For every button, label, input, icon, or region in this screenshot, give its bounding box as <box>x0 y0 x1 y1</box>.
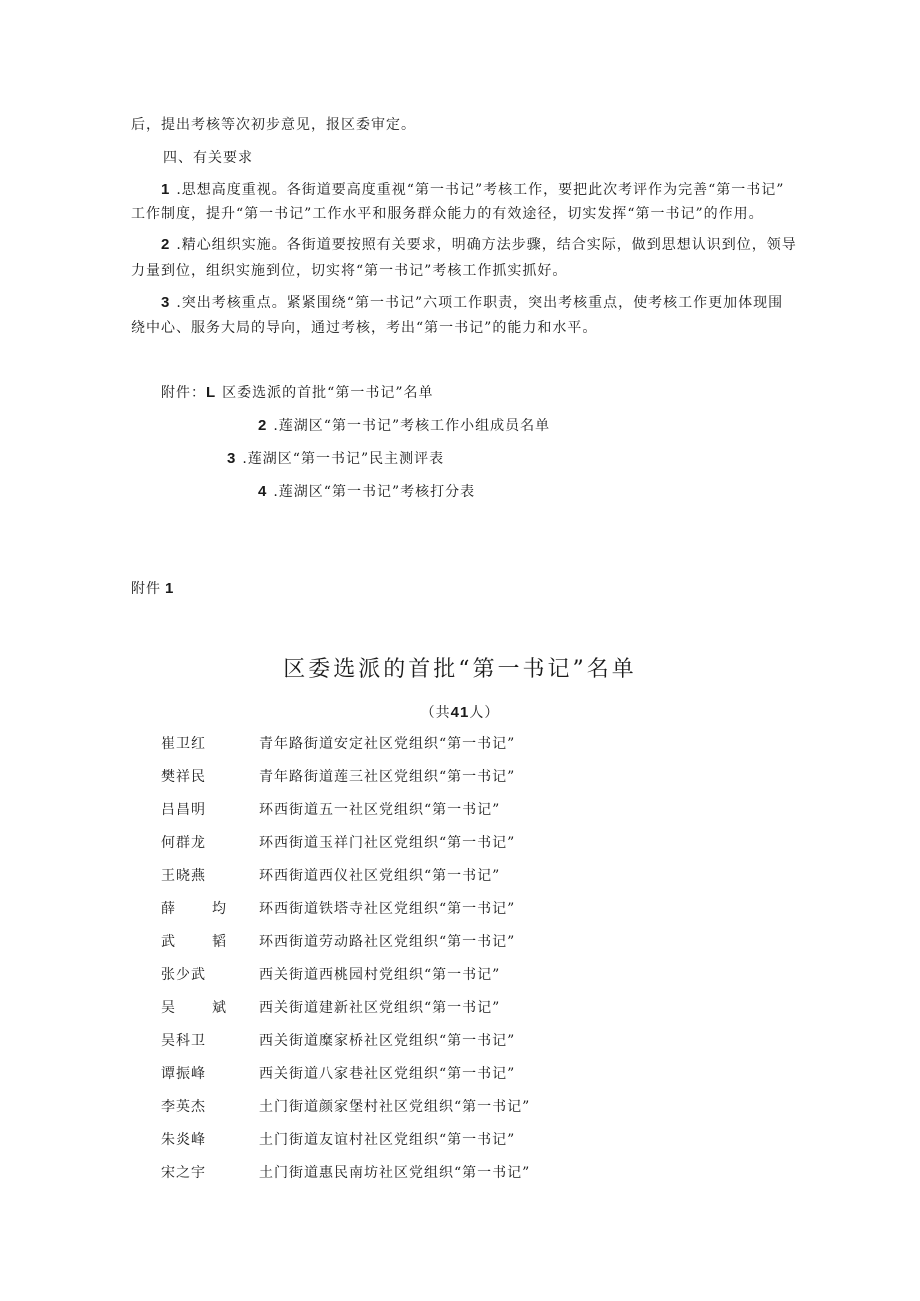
roster-name <box>161 999 227 1017</box>
attachment-prefix: 附件： <box>161 385 206 401</box>
annex-label-number: 1 <box>165 580 175 597</box>
roster-name <box>161 900 227 918</box>
roster-unit: 西关街道建新社区党组织“第一书记” <box>259 1000 501 1016</box>
attachment-text: .莲湖区“第一书记”民主测评表 <box>242 451 445 467</box>
requirement-2-line-1 <box>161 236 797 254</box>
roster-row <box>161 900 761 933</box>
count-close: 人） <box>469 705 500 721</box>
roster-name: 吕昌明 <box>161 802 206 818</box>
requirement-2-line-2: 力量到位，组织实施到位，切实将“第一书记”考核工作抓实抓好。 <box>131 263 568 279</box>
count-number: 41 <box>450 704 470 721</box>
roster-name <box>161 933 227 951</box>
requirement-1-line-2: 工作制度，提升“第一书记”工作水平和服务群众能力的有效途径，切实发挥“第一书记”的作用。 <box>131 206 764 222</box>
roster-name: 谭振峰 <box>161 1066 206 1082</box>
roster-name-part: 薛 <box>161 901 176 917</box>
requirement-number: 1 <box>161 181 171 198</box>
roster-name-part: 韬 <box>212 934 227 950</box>
attachment-number: L <box>206 384 217 401</box>
roster-name-part: 武 <box>161 934 176 950</box>
attachment-text: .莲湖区“第一书记”考核打分表 <box>273 484 476 500</box>
roster-unit: 环西街道玉祥门社区党组织“第一书记” <box>259 835 516 851</box>
roster-row <box>161 834 761 867</box>
roster-name: 李英杰 <box>161 1099 206 1115</box>
roster-unit: 青年路街道莲三社区党组织“第一书记” <box>259 769 516 785</box>
roster-name-part: 均 <box>212 901 227 917</box>
section-heading: 四、有关要求 <box>163 150 253 166</box>
roster-unit: 环西街道劳动路社区党组织“第一书记” <box>259 934 516 950</box>
annex-label <box>131 580 180 598</box>
roster-name-part: 斌 <box>212 1000 227 1016</box>
requirement-1-line-1 <box>161 181 784 199</box>
roster-row <box>161 999 761 1032</box>
roster-unit: 青年路街道安定社区党组织“第一书记” <box>259 736 516 752</box>
roster-row <box>161 1164 761 1197</box>
roster-row <box>161 966 761 999</box>
roster-row <box>161 1065 761 1098</box>
roster-unit: 西关街道糜家桥社区党组织“第一书记” <box>259 1033 516 1049</box>
roster-name: 何群龙 <box>161 835 206 851</box>
roster-unit: 环西街道西仪社区党组织“第一书记” <box>259 868 501 884</box>
roster-name: 崔卫红 <box>161 736 206 752</box>
roster-name: 吴科卫 <box>161 1033 206 1049</box>
requirement-number: 3 <box>161 294 171 311</box>
attachment-item-2 <box>258 417 550 435</box>
requirement-text: .突出考核重点。紧紧围绕“第一书记”六项工作职责，突出考核重点，使考核工作更加体现围 <box>176 295 784 311</box>
roster-unit: 西关街道八家巷社区党组织“第一书记” <box>259 1066 516 1082</box>
annex-title: 区委选派的首批“第一书记”名单 <box>283 657 637 682</box>
roster-name: 朱炎峰 <box>161 1132 206 1148</box>
attachment-item-1 <box>161 384 434 402</box>
roster-row <box>161 933 761 966</box>
roster-row <box>161 735 761 768</box>
roster-unit: 土门街道惠民南坊社区党组织“第一书记” <box>259 1165 531 1181</box>
attachment-item-3 <box>227 450 444 468</box>
roster-unit: 土门街道颜家堡村社区党组织“第一书记” <box>259 1099 531 1115</box>
roster-unit: 环西街道铁塔寺社区党组织“第一书记” <box>259 901 516 917</box>
annex-label-text: 附件 <box>131 581 161 597</box>
attachment-text: .莲湖区“第一书记”考核工作小组成员名单 <box>273 418 551 434</box>
roster-row <box>161 867 761 900</box>
requirement-number: 2 <box>161 236 171 253</box>
roster-row <box>161 1032 761 1065</box>
count-open: （共 <box>420 705 451 721</box>
roster-name: 宋之宇 <box>161 1165 206 1181</box>
requirement-text: .思想高度重视。各街道要高度重视“第一书记”考核工作，要把此次考评作为完善“第一书记” <box>176 182 785 198</box>
attachment-item-4 <box>258 483 475 501</box>
roster-unit: 西关街道西桃园村党组织“第一书记” <box>259 967 501 983</box>
roster-name: 樊祥民 <box>161 769 206 785</box>
roster-row <box>161 768 761 801</box>
requirement-text: .精心组织实施。各街道要按照有关要求，明确方法步骤，结合实际，做到思想认识到位，领导 <box>176 237 797 253</box>
attachment-text: 区委选派的首批“第一书记”名单 <box>222 385 434 401</box>
roster-list <box>161 735 761 1197</box>
annex-count <box>0 702 920 722</box>
roster-row <box>161 801 761 834</box>
attachment-number: 4 <box>258 483 268 500</box>
roster-name: 张少武 <box>161 967 206 983</box>
roster-unit: 环西街道五一社区党组织“第一书记” <box>259 802 501 818</box>
roster-row <box>161 1131 761 1164</box>
roster-row <box>161 1098 761 1131</box>
requirement-3-line-2: 绕中心、服务大局的导向，通过考核，考出“第一书记”的能力和水平。 <box>131 320 598 336</box>
attachment-number: 2 <box>258 417 268 434</box>
requirement-3-line-1 <box>161 294 783 312</box>
roster-name-part: 吴 <box>161 1000 176 1016</box>
continuation-line: 后，提出考核等次初步意见，报区委审定。 <box>131 117 416 133</box>
attachment-number: 3 <box>227 450 237 467</box>
roster-unit: 土门街道友谊村社区党组织“第一书记” <box>259 1132 516 1148</box>
roster-name: 王晓燕 <box>161 868 206 884</box>
